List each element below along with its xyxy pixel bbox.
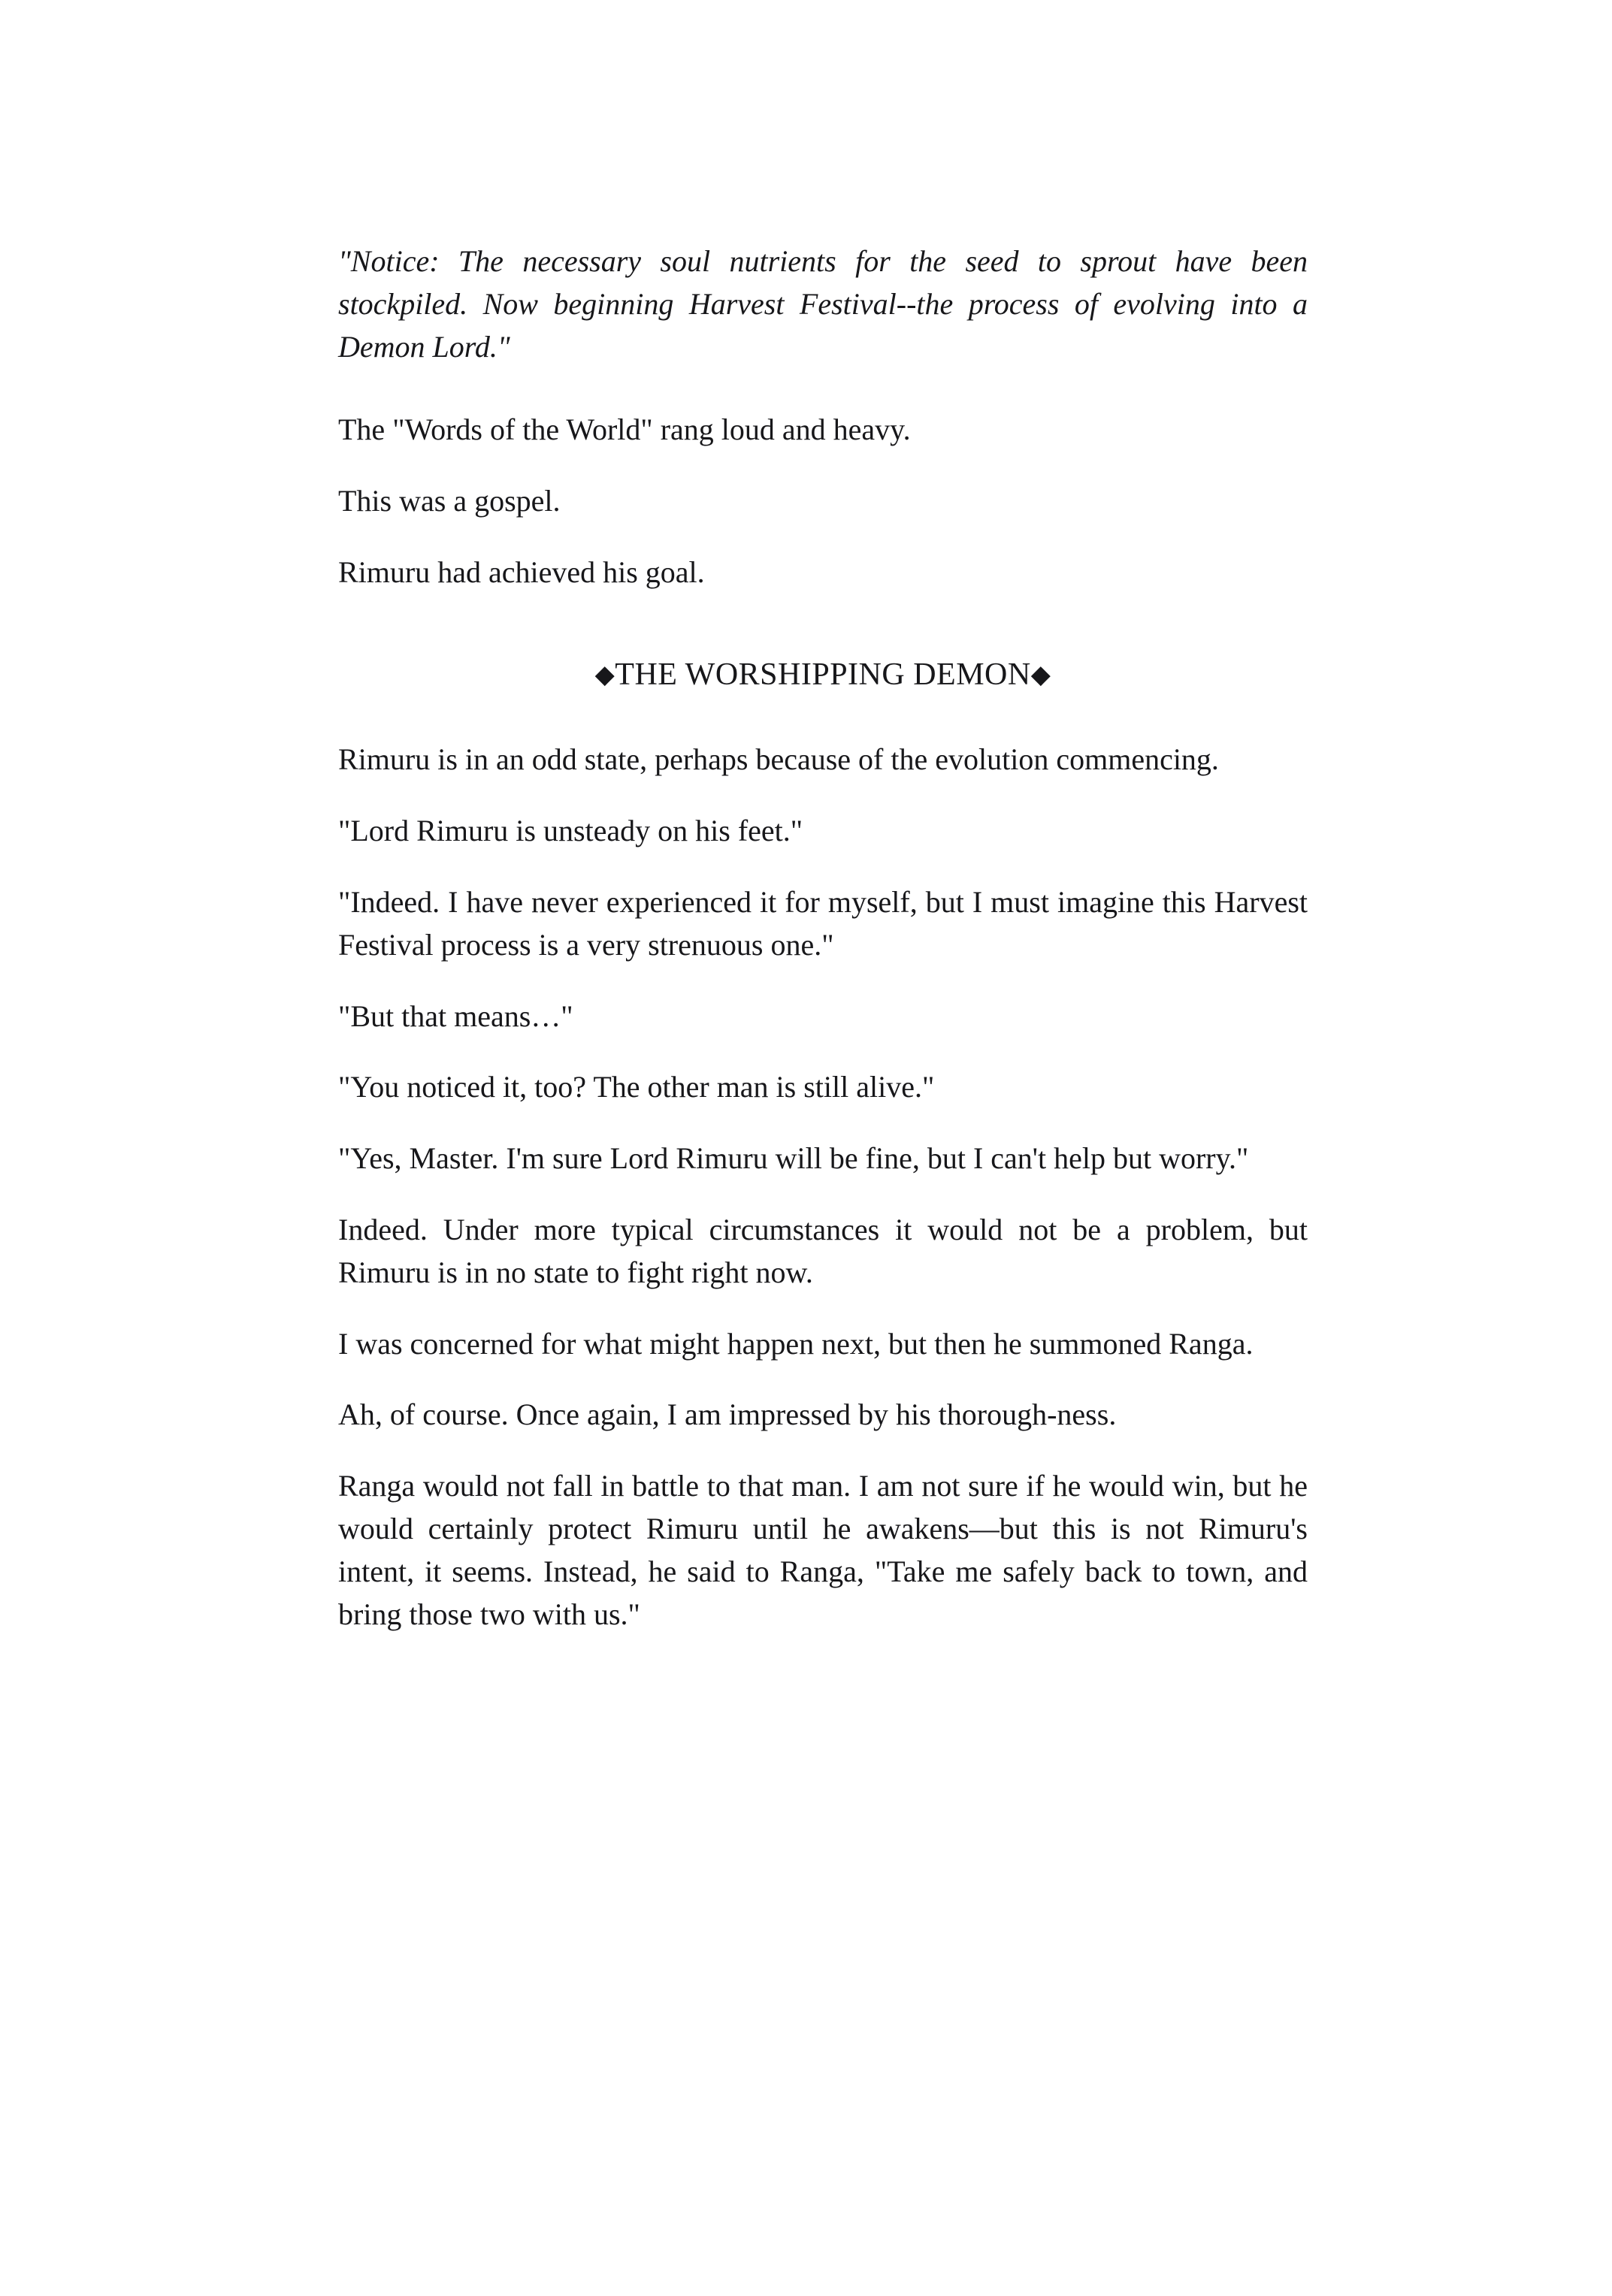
paragraph-concerned: I was concerned for what might happen next, but then he summoned Ranga. <box>338 1326 1254 1361</box>
paragraph-unsteady: "Lord Rimuru is unsteady on his feet." <box>338 814 803 848</box>
section-heading-title: THE WORSHIPPING DEMON <box>615 657 1031 692</box>
diamond-ornament-left-icon: ◆ <box>594 660 615 689</box>
paragraph-indeed-never: "Indeed. I have never experienced it for myself, but I must imagine this Harvest Festival process is a very strenuous one." <box>338 884 1308 962</box>
page-content <box>338 240 1308 1636</box>
paragraph-you-noticed: "You noticed it, too? The other man is still alive." <box>338 1070 935 1104</box>
paragraph-thoroughness: Ah, of course. Once again, I am impressed by his thorough-ness. <box>338 1397 1117 1432</box>
paragraph-ranga-battle: Ranga would not fall in battle to that man. I am not sure if he would win, but he would certainly protect Rimuru until he awakens—but this is not Rimuru's intent, it seems. Instead, he said to Ranga, "Take me safely back to town, and bring those two with us." <box>338 1469 1308 1631</box>
paragraph-yes-master: "Yes, Master. I'm sure Lord Rimuru will be fine, but I can't help but worry." <box>338 1141 1249 1176</box>
paragraph-words-of-the-world: The "Words of the World" rang loud and heavy. <box>338 412 911 447</box>
paragraph-gospel: This was a gospel. <box>338 484 561 518</box>
paragraph-achieved-goal: Rimuru had achieved his goal. <box>338 554 705 589</box>
paragraph-but-that-means: "But that means…" <box>338 998 573 1033</box>
section-heading <box>338 654 1308 696</box>
paragraph-typical-circumstances: Indeed. Under more typical circumstances it would not be a problem, but Rimuru is in no state to fight right now. <box>338 1212 1308 1289</box>
diamond-ornament-right-icon: ◆ <box>1030 660 1051 689</box>
paragraph-notice: "Notice: The necessary soul nutrients for the seed to sprout have been stockpiled. Now beginning Harvest Festival--the process of evolving into a Demon Lord." <box>338 244 1308 364</box>
paragraph-odd-state: Rimuru is in an odd state, perhaps because of the evolution commencing. <box>338 742 1219 777</box>
